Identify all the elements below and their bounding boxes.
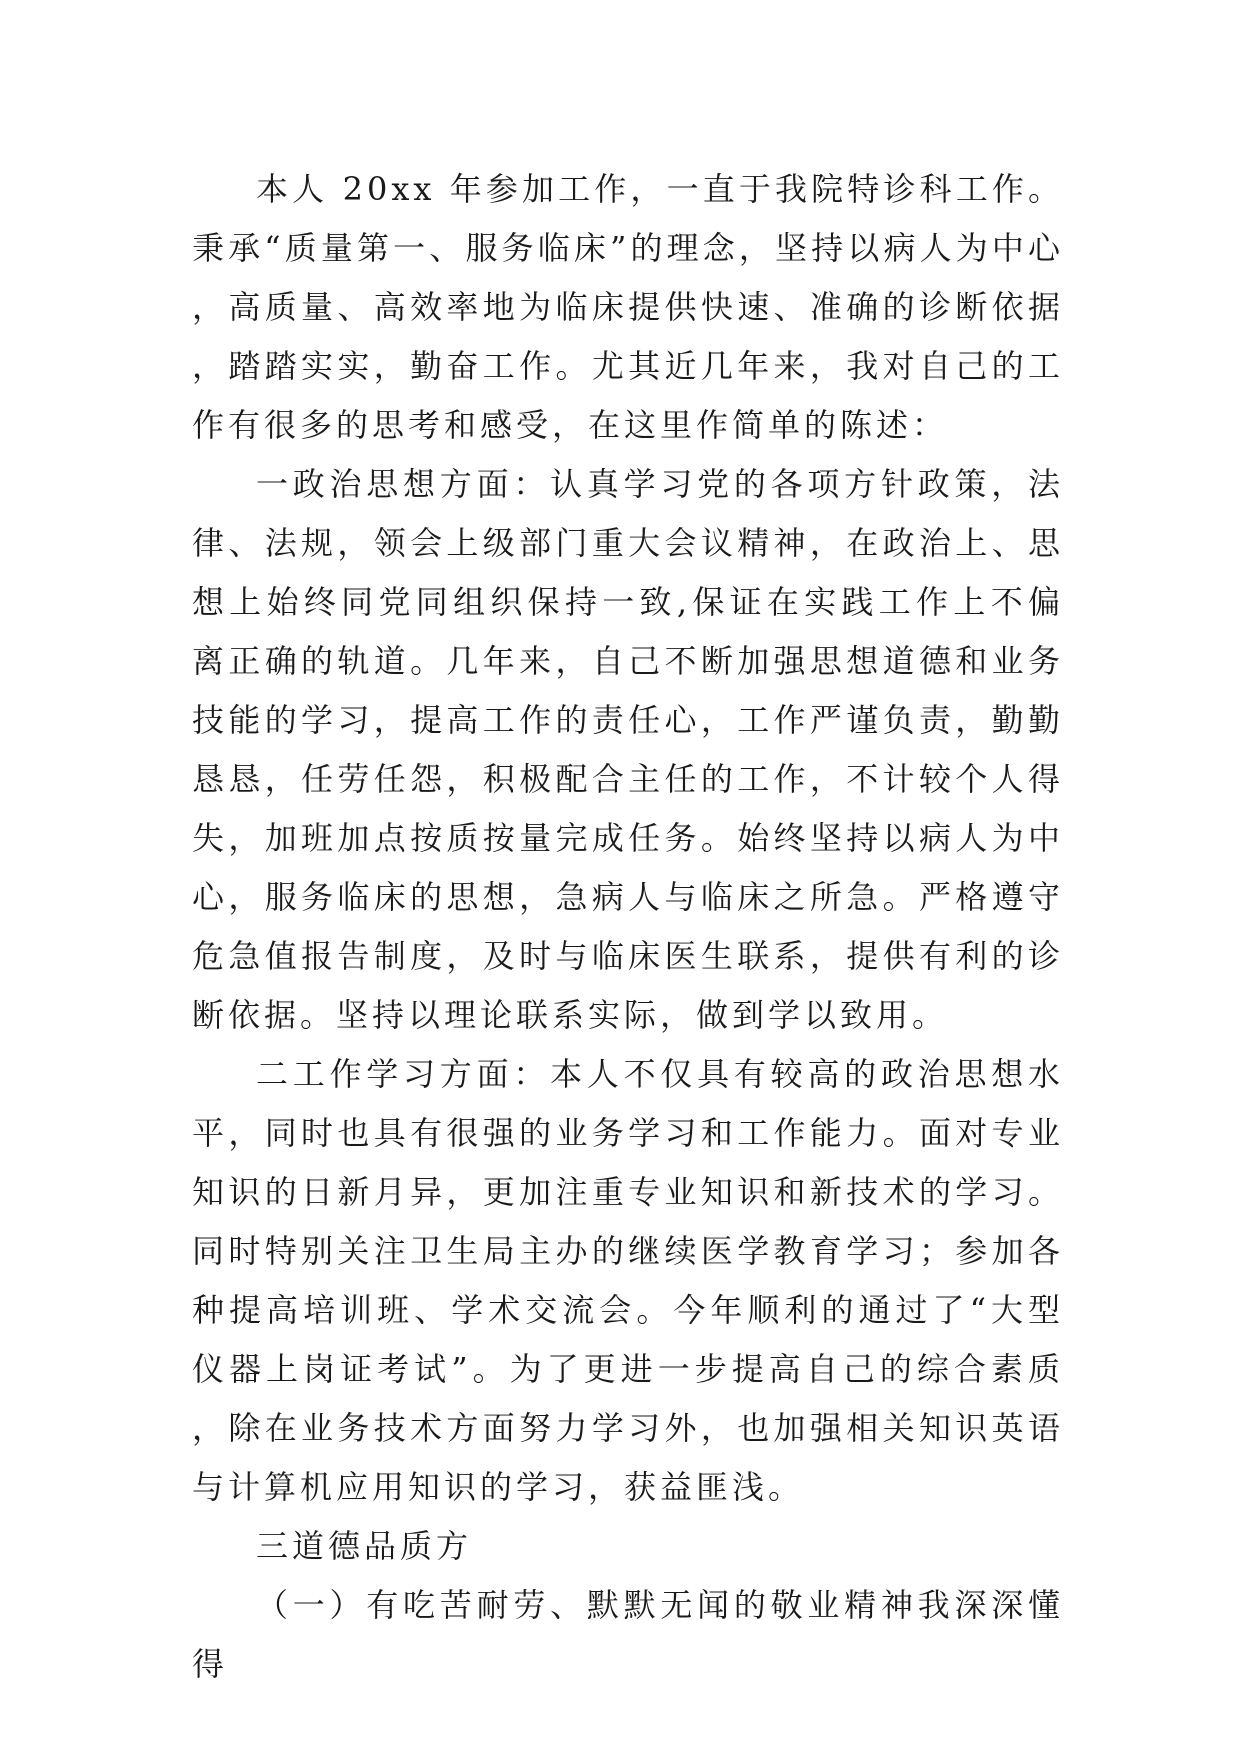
paragraph-intro: 本人 20xx 年参加工作，一直于我院特诊科工作。秉承“质量第一、服务临床”的理念，坚持以病人为中心，高质量、高效率地为临床提供快速、准确的诊断依据，踏踏实实，勤奋工作。尤其近几年来，我对自己的工作有很多的思考和感受，在这里作简单的陈述： [192, 170, 1064, 444]
document-body [192, 160, 1064, 1694]
paragraph-moral-heading: 三道德品质方 [256, 1527, 473, 1565]
paragraph-work-study: 二工作学习方面：本人不仅具有较高的政治思想水平，同时也具有很强的业务学习和工作能力。面对专业知识的日新月异，更加注重专业知识和新技术的学习。同时特别关注卫生局主办的继续医学教育学习；参加各种提高培训班、学术交流会。今年顺利的通过了“大型仪器上岗证考试”。为了更进一步提高自己的综合素质，除在业务技术方面努力学习外，也加强相关知识英语与计算机应用知识的学习，获益匪浅。 [192, 1055, 1064, 1506]
paragraph-moral-item-1: （一）有吃苦耐劳、默默无闻的敬业精神我深深懂得 [192, 1586, 1064, 1683]
paragraph-political-thought: 一政治思想方面：认真学习党的各项方针政策，法律、法规，领会上级部门重大会议精神，在政治上、思想上始终同党同组织保持一致,保证在实践工作上不偏离正确的轨道。几年来，自己不断加强思想道德和业务技能的学习，提高工作的责任心，工作严谨负责，勤勤恳恳，任劳任怨，积极配合主任的工作，不计较个人得失，加班加点按质按量完成任务。始终坚持以病人为中心，服务临床的思想，急病人与临床之所急。严格遵守危急值报告制度，及时与临床医生联系，提供有利的诊断依据。坚持以理论联系实际，做到学以致用。 [192, 465, 1064, 1034]
